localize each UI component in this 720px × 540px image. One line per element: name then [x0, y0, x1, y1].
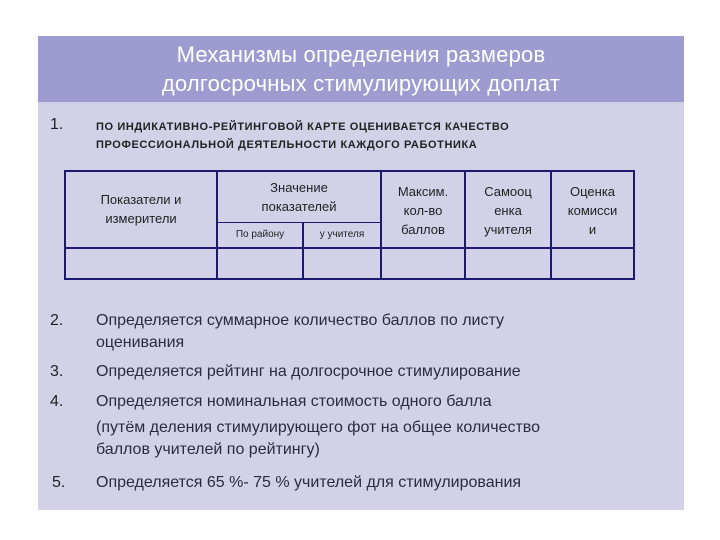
list-item: Определяется рейтинг на долгосрочное стимулирование [96, 363, 521, 380]
intro-line-1: ПО ИНДИКАТИВНО-РЕЙТИНГОВОЙ КАРТЕ ОЦЕНИВАЕТСЯ КАЧЕСТВО [96, 121, 510, 133]
table-cell [465, 248, 551, 279]
item-number-1: 1. [50, 116, 64, 133]
item-number-4: 4. [50, 393, 64, 410]
intro-text [96, 118, 509, 154]
list-item: Определяется суммарное количество баллов по листу оценивания [96, 312, 504, 351]
table-cell [65, 248, 217, 279]
item-number-5: 5. [52, 474, 66, 491]
table-cell [551, 248, 634, 279]
item-number-3: 3. [50, 363, 64, 380]
title-line-2: долгосрочных стимулирующих доплат [161, 71, 561, 96]
table-cell [381, 248, 465, 279]
slide-title [38, 40, 684, 98]
intro-line-2: ПРОФЕССИОНАЛЬНОЙ ДЕЯТЕЛЬНОСТИ КАЖДОГО РАБОТНИКА [96, 139, 478, 151]
subheader-teacher: у учителя [303, 223, 381, 248]
subheader-district: По району [217, 223, 303, 248]
rating-table [64, 170, 635, 280]
header-max-points: Максим. кол-во баллов [381, 171, 465, 248]
header-values: Значение показателей [217, 171, 381, 223]
header-indicators: Показатели и измерители [65, 171, 217, 248]
list-item: Определяется 65 %- 75 % учителей для стимулирования [96, 474, 522, 491]
item-number-2: 2. [50, 312, 64, 329]
title-line-1: Механизмы определения размеров [176, 42, 546, 67]
list-item: Определяется номинальная стоимость одного балла (путём деления стимулирующего фот на общее количество баллов учителей по рейтингу) [96, 393, 541, 458]
table-cell [303, 248, 381, 279]
header-self-assessment: Самооц енка учителя [465, 171, 551, 248]
header-commission-score: Оценка комисси и [551, 171, 634, 248]
table-cell [217, 248, 303, 279]
